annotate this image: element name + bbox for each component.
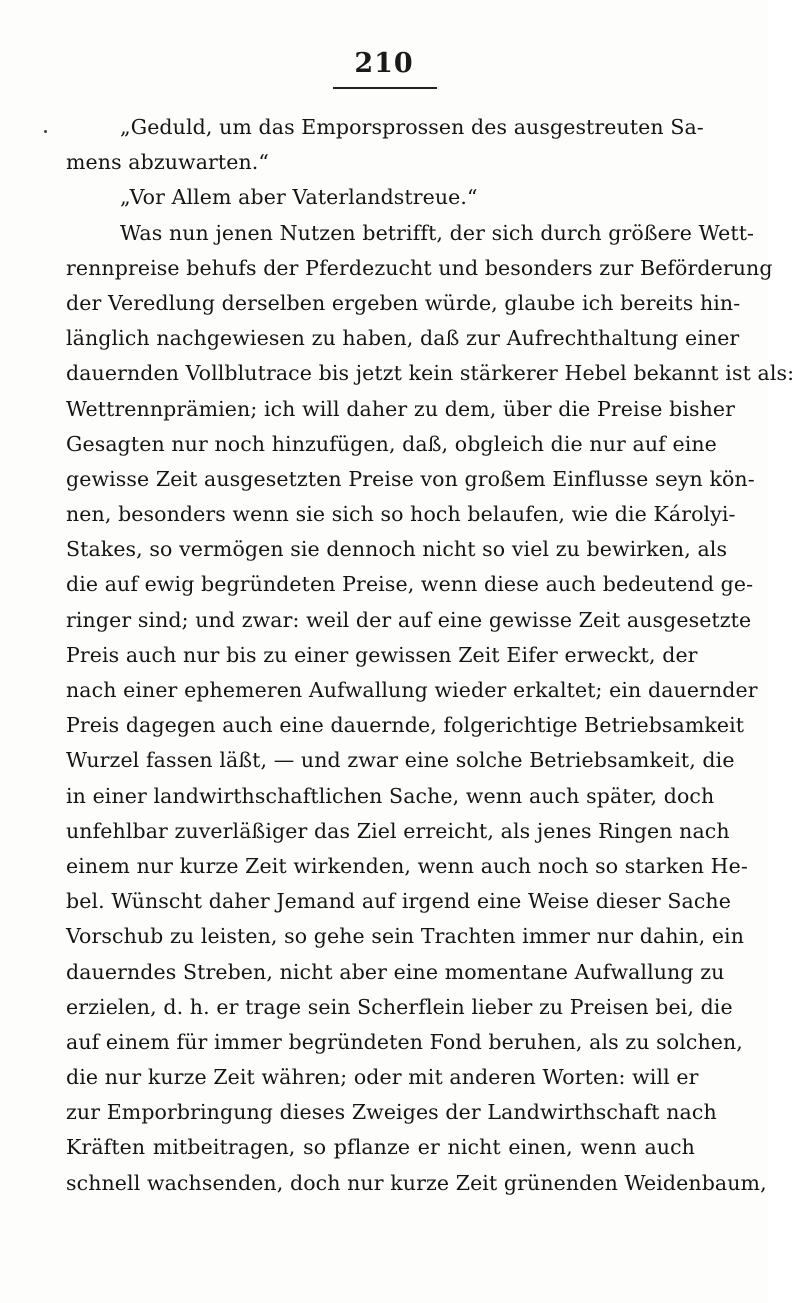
text-line: rennpreise behufs der Pferdezucht und besonders zur Beförderung <box>66 255 773 280</box>
text-line: ringer sind; und zwar: weil der auf eine gewisse Zeit ausgesetzte <box>66 607 752 632</box>
text-line: dauernden Vollblutrace bis jetzt kein stärkerer Hebel bekannt ist als: <box>66 361 794 386</box>
text-line: nach einer ephemeren Aufwallung wieder erkaltet; ein dauernder <box>66 678 758 702</box>
text-line: länglich nachgewiesen zu haben, daß zur Aufrechthaltung einer <box>66 326 740 351</box>
text-line: der Veredlung derselben ergeben würde, glaube ich bereits hin- <box>66 290 741 315</box>
text-line: einem nur kurze Zeit wirkenden, wenn auch noch so starken He- <box>66 853 748 878</box>
page-number-rule <box>333 87 437 89</box>
text-line: die nur kurze Zeit währen; oder mit anderen Worten: will er <box>66 1065 699 1090</box>
body-text <box>66 110 794 1201</box>
text-line: Preis auch nur bis zu einer gewissen Zeit Eifer erweckt, der <box>66 642 698 667</box>
text-line: bel. Wünscht daher Jemand auf irgend eine Weise dieser Sache <box>66 889 731 914</box>
page-number: 210 <box>354 48 414 79</box>
text-line: auf einem für immer begründeten Fond beruhen, als zu solchen, <box>66 1029 743 1054</box>
text-line: Kräften mitbeitragen, so pflanze er nicht einen, wenn auch <box>66 1135 695 1160</box>
text-line: dauerndes Streben, nicht aber eine momentane Aufwallung zu <box>66 959 725 984</box>
text-line: unfehlbar zuverläßiger das Ziel erreicht, als jenes Ringen nach <box>66 818 730 843</box>
text-line: Gesagten nur noch hinzufügen, daß, obgleich die nur auf eine <box>66 431 717 456</box>
text-line: schnell wachsenden, doch nur kurze Zeit grünenden Weidenbaum, <box>66 1170 767 1195</box>
text-line: in einer landwirthschaftlichen Sache, wenn auch später, doch <box>66 783 715 808</box>
text-line: mens abzuwarten.“ <box>66 150 269 175</box>
text-line: „Vor Allem aber Vaterlandstreue.“ <box>120 185 478 210</box>
text-line: Was nun jenen Nutzen betrifft, der sich durch größere Wett- <box>120 220 755 245</box>
text-line: die auf ewig begründeten Preise, wenn diese auch bedeutend ge- <box>66 572 754 597</box>
text-line: nen, besonders wenn sie sich so hoch belaufen, wie die Károlyi- <box>66 502 736 527</box>
text-line: erzielen, d. h. er trage sein Scherflein lieber zu Preisen bei, die <box>66 994 733 1019</box>
text-line: Vorschub zu leisten, so gehe sein Trachten immer nur dahin, ein <box>66 924 745 949</box>
text-line: Wettrennprämien; ich will daher zu dem, über die Preise bisher <box>66 396 736 421</box>
text-line: zur Emporbringung dieses Zweiges der Landwirthschaft nach <box>66 1100 717 1125</box>
text-line: gewisse Zeit ausgesetzten Preise von großem Einflusse seyn kön- <box>66 466 755 491</box>
text-line: „Geduld, um das Emporsprossen des ausgestreuten Sa- <box>120 115 704 139</box>
margin-dot <box>44 130 47 133</box>
text-line: Preis dagegen auch eine dauernde, folgerichtige Betriebsamkeit <box>66 713 745 738</box>
text-line: Wurzel fassen läßt, — und zwar eine solche Betriebsamkeit, die <box>66 748 735 773</box>
text-line: Stakes, so vermögen sie dennoch nicht so viel zu bewirken, als <box>66 537 728 562</box>
